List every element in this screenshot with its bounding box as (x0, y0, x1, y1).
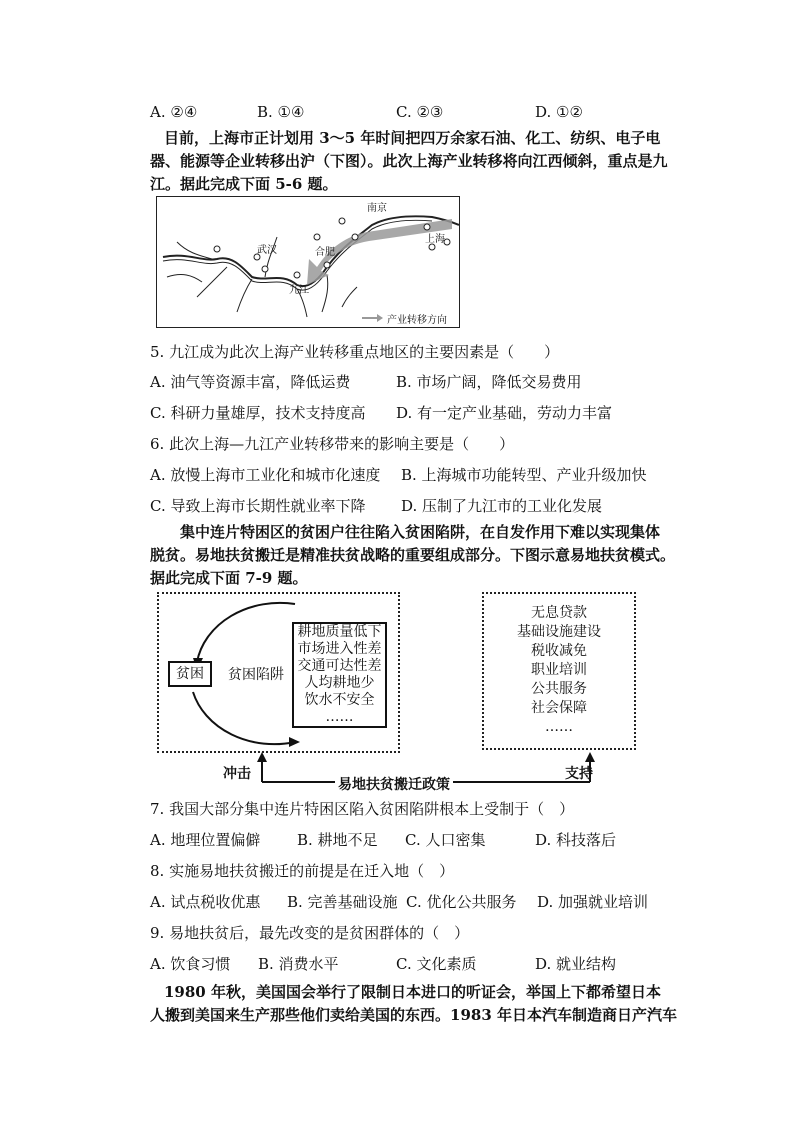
industry-transfer-map (156, 196, 460, 328)
q4-option-b: B. ①④ (257, 103, 305, 121)
q4-option-c: C. ②③ (396, 103, 444, 121)
q5-option-d: D. 有一定产业基础，劳动力丰富 (396, 404, 613, 422)
q9-option-a: A. 饮食习惯 (150, 955, 231, 973)
support-4: 职业培训 (531, 662, 587, 678)
cause-2: 市场进入性差 (297, 641, 382, 657)
q9-option-b: B. 消费水平 (258, 955, 339, 973)
q6-option-c: C. 导致上海市长期性就业率下降 (150, 497, 366, 515)
q8-stem: 8. 实施易地扶贫搬迁的前提是在迁入地（ ） (150, 862, 455, 880)
support-6: 社会保障 (531, 700, 587, 716)
cause-4: 人均耕地少 (304, 675, 375, 691)
q9-option-d: D. 就业结构 (535, 955, 617, 973)
support-2: 基础设施建设 (517, 624, 601, 640)
map-drawing (157, 197, 459, 327)
q9-stem: 9. 易地扶贫后，最先改变的是贫困群体的（ ） (150, 924, 470, 942)
causes-list (292, 624, 387, 726)
q7-option-a: A. 地理位置偏僻 (150, 831, 261, 849)
poverty-box (168, 661, 212, 687)
passage3-line2: 人搬到美国来生产那些他们卖给美国的东西。1983 年日本汽车制造商日产汽车 (150, 1006, 677, 1024)
map-legend-label: 产业转移方向 (387, 315, 447, 326)
policy-label: 易地扶贫搬迁政策 (335, 774, 453, 794)
cause-3: 交通可达性差 (297, 658, 382, 674)
label-wuhan: 武汉 (257, 245, 277, 256)
q5-option-c: C. 科研力量雄厚，技术支持度高 (150, 404, 366, 422)
q8-option-b: B. 完善基础设施 (287, 893, 398, 911)
q5-stem: 5. 九江成为此次上海产业转移重点地区的主要因素是（ ） (150, 343, 560, 361)
q7-option-c: C. 人口密集 (405, 831, 486, 849)
support-label: 支持 (565, 766, 593, 782)
label-hefei: 合肥 (315, 247, 335, 258)
support-5: 公共服务 (531, 681, 587, 697)
q5-option-a: A. 油气等资源丰富，降低运费 (150, 373, 351, 391)
passage1-line3: 江。据此完成下面 5-6 题。 (150, 175, 338, 193)
impact-label: 冲击 (223, 766, 251, 782)
q6-option-d: D. 压制了九江市的工业化发展 (401, 497, 603, 515)
support-7: …… (545, 719, 573, 735)
q8-option-d: D. 加强就业培训 (537, 893, 649, 911)
cause-5: 饮水不安全 (304, 692, 375, 708)
poverty-label: 贫困 (176, 666, 204, 682)
trap-label: 贫困陷阱 (228, 667, 284, 683)
q7-stem: 7. 我国大部分集中连片特困区陷入贫困陷阱根本上受制于（ ） (150, 800, 575, 818)
passage1-line1: 目前，上海市正计划用 3～5 年时间把四万余家石油、化工、纺织、电子电 (164, 129, 661, 147)
cause-1: 耕地质量低下 (297, 624, 382, 640)
q6-stem: 6. 此次上海—九江产业转移带来的影响主要是（ ） (150, 435, 515, 453)
passage2-line2: 脱贫。易地扶贫搬迁是精准扶贫战略的重要组成部分。下图示意易地扶贫模式。 (150, 546, 676, 564)
q4-option-a: A. ②④ (150, 103, 198, 121)
q6-option-a: A. 放慢上海市工业化和城市化速度 (150, 466, 381, 484)
support-1: 无息贷款 (531, 605, 587, 621)
passage3-line1: 1980 年秋，美国国会举行了限制日本进口的听证会，举国上下都希望日本 (164, 983, 661, 1001)
q7-option-d: D. 科技落后 (535, 831, 617, 849)
q8-option-c: C. 优化公共服务 (406, 893, 517, 911)
passage2-line1: 集中连片特困区的贫困户往往陷入贫困陷阱，在自发作用下难以实现集体 (180, 523, 661, 541)
q4-option-d: D. ①② (535, 103, 583, 121)
label-shanghai: 上海 (425, 234, 445, 245)
q6-option-b: B. 上海城市功能转型、产业升级加快 (401, 466, 647, 484)
cause-6: …… (325, 709, 354, 725)
passage1-line2: 器、能源等企业转移出沪（下图）。此次上海产业转移将向江西倾斜，重点是九 (150, 152, 668, 170)
q7-option-b: B. 耕地不足 (297, 831, 378, 849)
supports-list (482, 604, 636, 737)
label-nanjing: 南京 (367, 203, 387, 214)
q5-option-b: B. 市场广阔，降低交易费用 (396, 373, 582, 391)
passage2-line3: 据此完成下面 7-9 题。 (150, 569, 308, 587)
label-jiujiang: 九江 (289, 285, 309, 296)
q9-option-c: C. 文化素质 (396, 955, 477, 973)
q8-option-a: A. 试点税收优惠 (150, 893, 261, 911)
support-3: 税收减免 (531, 643, 587, 659)
